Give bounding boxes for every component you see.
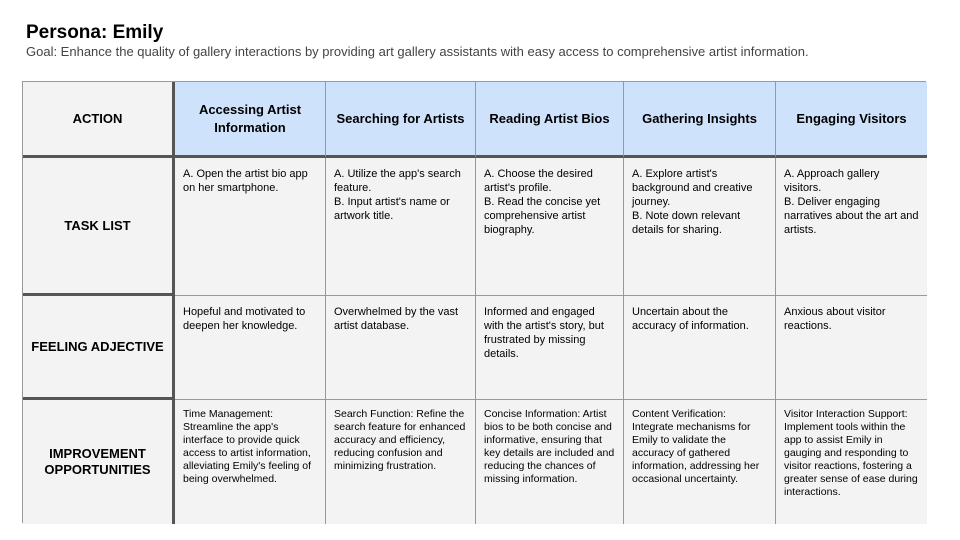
task-cell (776, 158, 927, 296)
task-item: A. Open the artist bio app on her smartphone. (183, 168, 308, 194)
row-label-feeling: FEELING ADJECTIVE (23, 296, 175, 400)
task-item: B. Read the concise yet comprehensive artist biography. (484, 196, 601, 236)
feeling-cell: Hopeful and motivated to deepen her knowledge. (175, 296, 326, 400)
improvement-cell: Concise Information: Artist bios to be both concise and informative, ensuring that key details are included and reducing the chances of missing information. (476, 400, 624, 524)
improvement-cell: Search Function: Refine the search feature for enhanced accuracy and efficiency, reducing confusion and minimizing frustration. (326, 400, 476, 524)
task-item: A. Approach gallery visitors. (784, 168, 880, 194)
journey-map-table (22, 81, 926, 523)
feeling-cell: Uncertain about the accuracy of information. (624, 296, 776, 400)
column-header: Searching for Artists (326, 82, 476, 158)
task-item: A. Choose the desired artist's profile. (484, 168, 593, 194)
task-cell (624, 158, 776, 296)
feeling-cell: Overwhelmed by the vast artist database. (326, 296, 476, 400)
improvement-cell: Time Management: Streamline the app's interface to provide quick access to artist information, alleviating Emily's feeling of being overwhelmed. (175, 400, 326, 524)
improvement-cell: Content Verification: Integrate mechanisms for Emily to validate the accuracy of gathered information, addressing her occasional uncertainty. (624, 400, 776, 524)
task-item: B. Input artist's name or artwork title. (334, 196, 450, 222)
page-title: Persona: Emily (26, 22, 164, 43)
task-cell (175, 158, 326, 296)
column-header: Engaging Visitors (776, 82, 927, 158)
column-header: Reading Artist Bios (476, 82, 624, 158)
task-cell (476, 158, 624, 296)
task-item: A. Utilize the app's search feature. (334, 168, 461, 194)
action-header: ACTION (23, 82, 175, 158)
task-item: B. Note down relevant details for sharing. (632, 210, 741, 236)
goal-text: Goal: Enhance the quality of gallery interactions by providing art gallery assistants with easy access to comprehensive artist information. (26, 44, 809, 59)
column-header: Accessing Artist Information (175, 82, 326, 158)
row-label-task-list: TASK LIST (23, 158, 175, 296)
row-label-improvement: IMPROVEMENT OPPORTUNITIES (23, 400, 175, 524)
improvement-cell: Visitor Interaction Support: Implement tools within the app to assist Emily in gauging and responding to visitor reactions, fostering a greater sense of ease during interactions. (776, 400, 927, 524)
task-cell (326, 158, 476, 296)
task-item: B. Deliver engaging narratives about the art and artists. (784, 196, 919, 236)
feeling-cell: Informed and engaged with the artist's story, but frustrated by missing details. (476, 296, 624, 400)
task-item: A. Explore artist's background and creative journey. (632, 168, 753, 208)
column-header: Gathering Insights (624, 82, 776, 158)
feeling-cell: Anxious about visitor reactions. (776, 296, 927, 400)
